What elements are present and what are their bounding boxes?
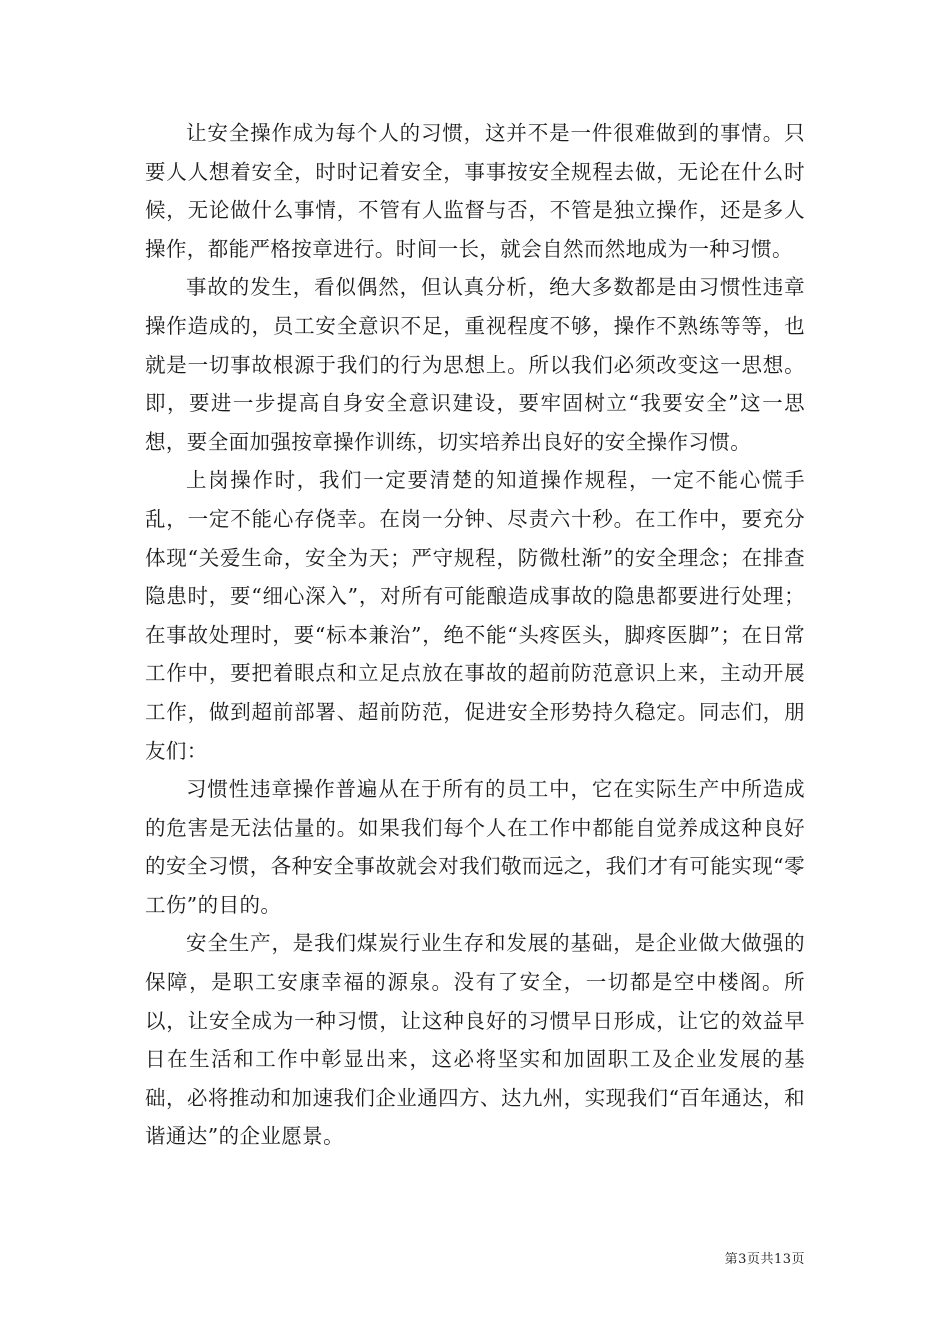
page-number-footer: 第3页共13页 <box>724 1252 805 1267</box>
paragraph-3: 上岗操作时，我们一定要清楚的知道操作规程，一定不能心慌手乱，一定不能心存侥幸。在岗一分钟、尽责六十秒。在工作中，要充分体现“关爱生命，安全为天；严守规程，防微杜渐”的安全理念；在排查隐患时，要“细心深入”，对所有可能酿造成事故的隐患都要进行处理；在事故处理时，要“标本兼治”，绝不能“头疼医头，脚疼医脚”；在日常工作中，要把着眼点和立足点放在事故的超前防范意识上来，主动开展工作，做到超前部署、超前防范，促进安全形势持久稳定。同志们，朋友们： <box>145 468 805 763</box>
paragraph-4: 习惯性违章操作普遍从在于所有的员工中，它在实际生产中所造成的危害是无法估量的。如果我们每个人在工作中都能自觉养成这种良好的安全习惯，各种安全事故就会对我们敬而远之，我们才有可能实现“零工伤”的目的。 <box>145 777 805 917</box>
document-body <box>145 114 805 1156</box>
paragraph-1: 让安全操作成为每个人的习惯，这并不是一件很难做到的事情。只要人人想着安全，时时记着安全，事事按安全规程去做，无论在什么时候，无论做什么事情，不管有人监督与否，不管是独立操作，还是多人操作，都能严格按章进行。时间一长，就会自然而然地成为一种习惯。 <box>145 121 805 261</box>
paragraph-5: 安全生产，是我们煤炭行业生存和发展的基础，是企业做大做强的保障，是职工安康幸福的源泉。没有了安全，一切都是空中楼阁。所以，让安全成为一种习惯，让这种良好的习惯早日形成，让它的效益早日在生活和工作中彰显出来，这必将坚实和加固职工及企业发展的基础，必将推动和加速我们企业通四方、达九州，实现我们“百年通达，和谐通达”的企业愿景。 <box>145 931 805 1149</box>
paragraph-2: 事故的发生，看似偶然，但认真分析，绝大多数都是由习惯性违章操作造成的，员工安全意识不足，重视程度不够，操作不熟练等等，也就是一切事故根源于我们的行为思想上。所以我们必须改变这一思想。即，要进一步提高自身安全意识建设，要牢固树立“我要安全”这一思想，要全面加强按章操作训练，切实培养出良好的安全操作习惯。 <box>145 275 805 454</box>
